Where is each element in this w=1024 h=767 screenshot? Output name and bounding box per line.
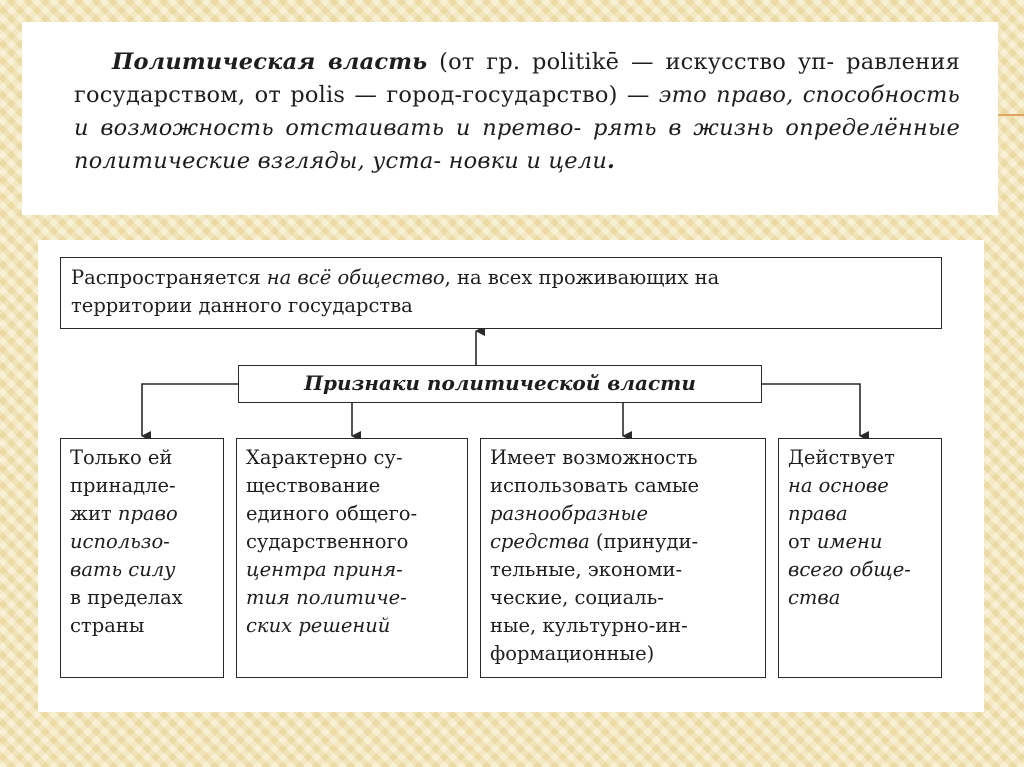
feature-box-means: Имеет возможность использовать самые разнообразные средства (принуди- тельные, экономи- ческие, социаль- ные, культурно-ин- формационные) [480, 438, 766, 678]
diagram-panel [38, 240, 984, 712]
feature-box-law: Действует на основе права от имени всего обще- ства [778, 438, 942, 678]
connector-right [762, 384, 860, 436]
feature-box-center: Характерно су- ществование единого общего- сударственного центра приня- тия политиче- ских решений [236, 438, 468, 678]
scope-box: Распространяется на всё общество, на всех проживающих на территории данного государства [60, 257, 942, 329]
connector-left [142, 384, 238, 436]
definition-term: Политическая власть [112, 49, 428, 75]
feature-box-force: Только ей принадле- жит право использо- вать силу в пределах страны [60, 438, 224, 678]
accent-line [995, 114, 1024, 116]
center-title-box: Признаки политической власти [238, 365, 762, 403]
definition-box [22, 22, 998, 215]
definition-text: Политическая власть (от гр. politikē — искусство уп- равления государством, от polis — город-государство) — это право, способность и возможность отстаивать и претво- рять в жизнь определённые политические взгляды, уста- новки и цели. [74, 49, 960, 174]
